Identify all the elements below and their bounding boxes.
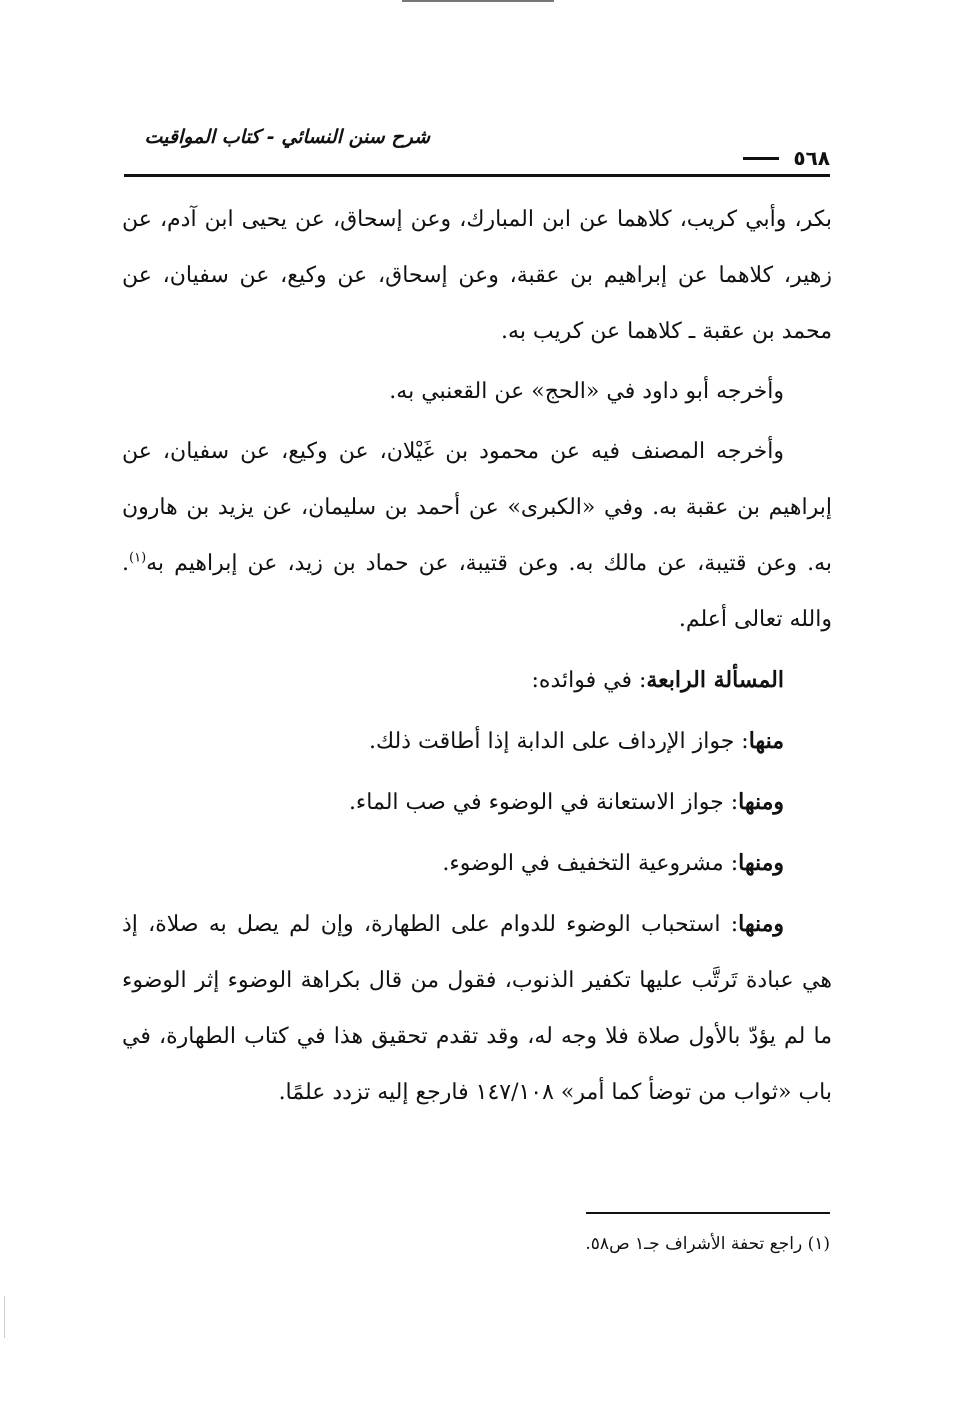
footnote-rule — [586, 1212, 830, 1214]
page-header — [120, 120, 830, 180]
section-heading-text: : في فوائده: — [531, 668, 647, 693]
page-number-group — [743, 146, 830, 170]
header-rule — [124, 174, 830, 177]
section-heading-lead: المسألة الرابعة — [646, 667, 784, 693]
paragraph-musannif — [122, 424, 832, 648]
margin-mark — [4, 1296, 5, 1338]
benefit-lead: منها — [748, 728, 784, 754]
benefit-text: : استحباب الوضوء للدوام على الطهارة، وإن لم يصل به صلاة، إذ هي عبادة تَرتَّب عليها تكفير الذنوب، فقول من قال بكراهة الوضوء إثر الوضوء ما لم يؤدّ بالأول صلاة فلا وجه له، وقد تقدم تحقيق هذا في كتاب الطهارة، في باب «ثواب من توضأ كما أمر» ١٤٧/١٠٨ فارجع إليه تزدد علمًا. — [122, 912, 832, 1105]
page-number: ٥٦٨ — [793, 146, 830, 170]
benefit-item — [122, 835, 784, 892]
body-text — [122, 192, 832, 1125]
footnote: (١) راجع تحفة الأشراف جـ١ ص٥٨. — [585, 1234, 830, 1254]
paragraph-chain: بكر، وأبي كريب، كلاهما عن ابن المبارك، وعن إسحاق، عن يحيى ابن آدم، عن زهير، كلاهما عن إبراهيم بن عقبة، وعن إسحاق، عن وكيع، عن سفيان، عن محمد بن عقبة ـ كلاهما عن كريب به. — [122, 207, 832, 344]
benefit-item — [122, 896, 832, 1121]
paragraph-musannif-text: وأخرجه المصنف فيه عن محمود بن غَيْلان، عن وكيع، عن سفيان، عن إبراهيم بن عقبة به. وفي «الكبرى» عن أحمد بن سليمان، عن يزيد بن هارون به. وعن قتيبة، عن مالك به. وعن قتيبة، عن حماد بن زيد، عن إبراهيم به — [122, 439, 832, 576]
paragraph-musannif-tail: . والله تعالى أعلم. — [122, 551, 832, 632]
page-number-dash — [743, 157, 779, 160]
benefit-item — [122, 713, 784, 770]
benefit-text: : جواز الاستعانة في الوضوء في صب الماء. — [348, 790, 739, 815]
benefit-text: : مشروعية التخفيف في الوضوء. — [442, 851, 739, 876]
benefit-text: : جواز الإرداف على الدابة إذا أطاقت ذلك. — [369, 729, 749, 754]
top-rule — [402, 0, 554, 2]
section-heading-benefits — [122, 652, 784, 709]
paragraph-abu-dawud: وأخرجه أبو داود في «الحج» عن القعنبي به. — [389, 379, 784, 404]
benefit-item — [122, 774, 784, 831]
benefit-lead: ومنها — [738, 789, 784, 815]
benefit-lead: ومنها — [738, 911, 784, 937]
footnote-reference[interactable]: (١) — [129, 550, 147, 566]
benefit-lead: ومنها — [738, 850, 784, 876]
running-title: شرح سنن النسائي - كتاب المواقيت — [144, 126, 430, 148]
